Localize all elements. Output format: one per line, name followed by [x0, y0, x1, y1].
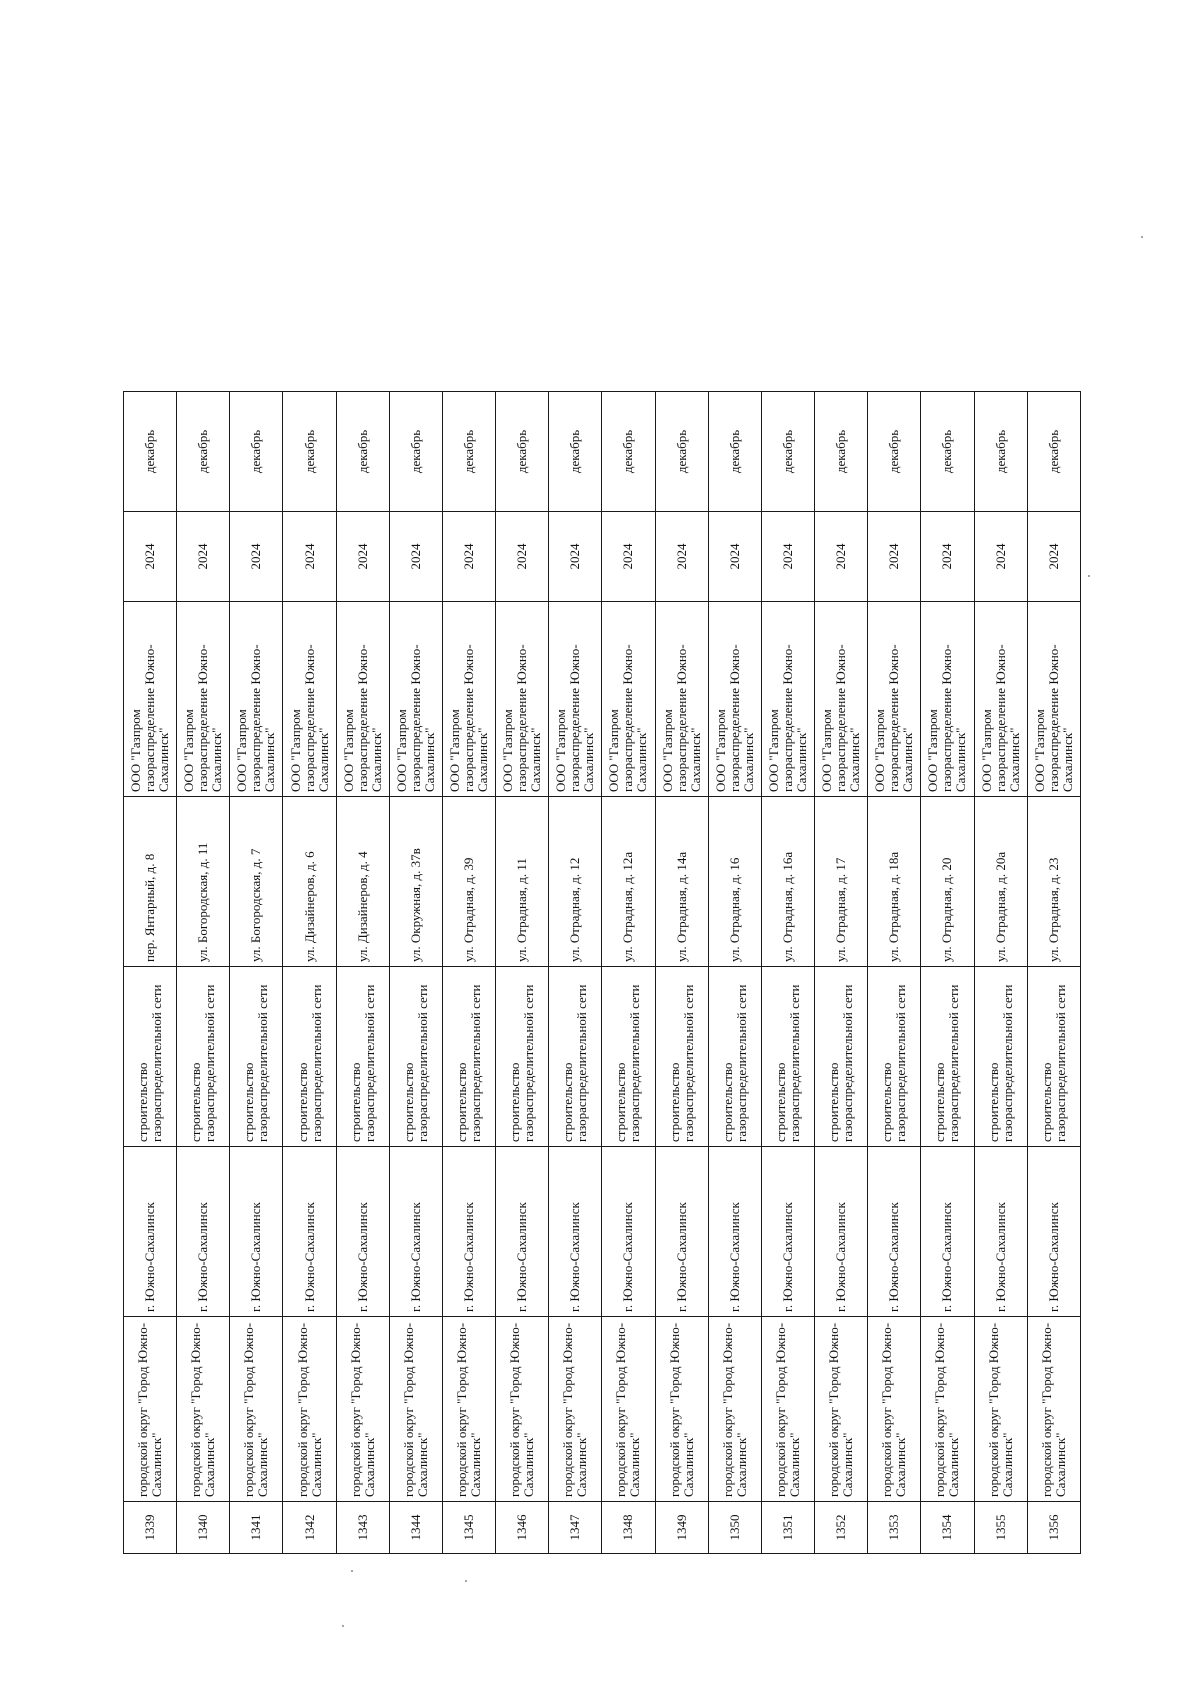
- municipality-cell: городской округ "Город Южно-Сахалинск": [283, 1317, 336, 1502]
- municipality-cell: городской округ "Город Южно-Сахалинск": [549, 1317, 602, 1502]
- organization-cell: ООО "Газпром газораспределение Южно-Сахалинск": [868, 602, 921, 797]
- municipality-cell: городской округ "Город Южно-Сахалинск": [655, 1317, 708, 1502]
- year-cell: 2024: [815, 512, 868, 602]
- row-number: 1339: [124, 1502, 177, 1554]
- address-cell: ул. Отрадная, д. 12: [549, 797, 602, 967]
- city-cell: г. Южно-Сахалинск: [761, 1147, 814, 1317]
- address-cell: ул. Окружная, д. 37в: [389, 797, 442, 967]
- rotated-table-container: [123, 392, 1081, 1554]
- table-row: [442, 392, 495, 1554]
- row-number: 1340: [177, 1502, 230, 1554]
- work-type-cell: строительство газораспределительной сети: [496, 967, 549, 1147]
- month-cell: декабрь: [230, 392, 283, 512]
- city-cell: г. Южно-Сахалинск: [496, 1147, 549, 1317]
- city-cell: г. Южно-Сахалинск: [974, 1147, 1027, 1317]
- scan-speck: [1088, 575, 1090, 577]
- table-row: [602, 392, 655, 1554]
- table-row: [496, 392, 549, 1554]
- table-row: [974, 392, 1027, 1554]
- year-cell: 2024: [442, 512, 495, 602]
- city-cell: г. Южно-Сахалинск: [230, 1147, 283, 1317]
- work-type-cell: строительство газораспределительной сети: [868, 967, 921, 1147]
- row-number: 1342: [283, 1502, 336, 1554]
- work-type-cell: строительство газораспределительной сети: [655, 967, 708, 1147]
- row-number: 1356: [1027, 1502, 1080, 1554]
- city-cell: г. Южно-Сахалинск: [1027, 1147, 1080, 1317]
- work-type-cell: строительство газораспределительной сети: [602, 967, 655, 1147]
- row-number: 1349: [655, 1502, 708, 1554]
- year-cell: 2024: [177, 512, 230, 602]
- work-type-cell: строительство газораспределительной сети: [708, 967, 761, 1147]
- city-cell: г. Южно-Сахалинск: [283, 1147, 336, 1317]
- municipality-cell: городской округ "Город Южно-Сахалинск": [815, 1317, 868, 1502]
- municipality-cell: городской округ "Город Южно-Сахалинск": [496, 1317, 549, 1502]
- table-row: [389, 392, 442, 1554]
- row-number: 1344: [389, 1502, 442, 1554]
- month-cell: декабрь: [868, 392, 921, 512]
- municipality-cell: городской округ "Город Южно-Сахалинск": [177, 1317, 230, 1502]
- city-cell: г. Южно-Сахалинск: [177, 1147, 230, 1317]
- row-number: 1341: [230, 1502, 283, 1554]
- month-cell: декабрь: [708, 392, 761, 512]
- year-cell: 2024: [283, 512, 336, 602]
- year-cell: 2024: [602, 512, 655, 602]
- month-cell: декабрь: [974, 392, 1027, 512]
- address-cell: пер. Янтарный, д. 8: [124, 797, 177, 967]
- work-type-cell: строительство газораспределительной сети: [761, 967, 814, 1147]
- year-cell: 2024: [1027, 512, 1080, 602]
- month-cell: декабрь: [921, 392, 974, 512]
- table-row: [655, 392, 708, 1554]
- city-cell: г. Южно-Сахалинск: [921, 1147, 974, 1317]
- scan-speck: [1141, 236, 1143, 238]
- organization-cell: ООО "Газпром газораспределение Южно-Сахалинск": [708, 602, 761, 797]
- city-cell: г. Южно-Сахалинск: [336, 1147, 389, 1317]
- month-cell: декабрь: [283, 392, 336, 512]
- organization-cell: ООО "Газпром газораспределение Южно-Сахалинск": [230, 602, 283, 797]
- organization-cell: ООО "Газпром газораспределение Южно-Сахалинск": [549, 602, 602, 797]
- gas-network-register-table: [123, 391, 1081, 1554]
- scan-speck: [351, 1570, 353, 1572]
- organization-cell: ООО "Газпром газораспределение Южно-Сахалинск": [815, 602, 868, 797]
- year-cell: 2024: [389, 512, 442, 602]
- address-cell: ул. Отрадная, д. 20а: [974, 797, 1027, 967]
- row-number: 1353: [868, 1502, 921, 1554]
- row-number: 1346: [496, 1502, 549, 1554]
- work-type-cell: строительство газораспределительной сети: [974, 967, 1027, 1147]
- organization-cell: ООО "Газпром газораспределение Южно-Сахалинск": [974, 602, 1027, 797]
- row-number: 1355: [974, 1502, 1027, 1554]
- organization-cell: ООО "Газпром газораспределение Южно-Сахалинск": [124, 602, 177, 797]
- organization-cell: ООО "Газпром газораспределение Южно-Сахалинск": [389, 602, 442, 797]
- municipality-cell: городской округ "Город Южно-Сахалинск": [442, 1317, 495, 1502]
- year-cell: 2024: [708, 512, 761, 602]
- address-cell: ул. Отрадная, д. 14а: [655, 797, 708, 967]
- city-cell: г. Южно-Сахалинск: [389, 1147, 442, 1317]
- address-cell: ул. Дизайнеров, д. 6: [283, 797, 336, 967]
- city-cell: г. Южно-Сахалинск: [868, 1147, 921, 1317]
- organization-cell: ООО "Газпром газораспределение Южно-Сахалинск": [602, 602, 655, 797]
- work-type-cell: строительство газораспределительной сети: [124, 967, 177, 1147]
- month-cell: декабрь: [1027, 392, 1080, 512]
- address-cell: ул. Богородская, д. 7: [230, 797, 283, 967]
- city-cell: г. Южно-Сахалинск: [708, 1147, 761, 1317]
- month-cell: декабрь: [602, 392, 655, 512]
- work-type-cell: строительство газораспределительной сети: [442, 967, 495, 1147]
- municipality-cell: городской округ "Город Южно-Сахалинск": [336, 1317, 389, 1502]
- city-cell: г. Южно-Сахалинск: [815, 1147, 868, 1317]
- address-cell: ул. Отрадная, д. 18а: [868, 797, 921, 967]
- table-row: [230, 392, 283, 1554]
- organization-cell: ООО "Газпром газораспределение Южно-Сахалинск": [761, 602, 814, 797]
- municipality-cell: городской округ "Город Южно-Сахалинск": [602, 1317, 655, 1502]
- organization-cell: ООО "Газпром газораспределение Южно-Сахалинск": [177, 602, 230, 797]
- month-cell: декабрь: [549, 392, 602, 512]
- table-row: [815, 392, 868, 1554]
- row-number: 1351: [761, 1502, 814, 1554]
- table-row: [868, 392, 921, 1554]
- work-type-cell: строительство газораспределительной сети: [283, 967, 336, 1147]
- work-type-cell: строительство газораспределительной сети: [815, 967, 868, 1147]
- work-type-cell: строительство газораспределительной сети: [230, 967, 283, 1147]
- year-cell: 2024: [868, 512, 921, 602]
- address-cell: ул. Отрадная, д. 16: [708, 797, 761, 967]
- year-cell: 2024: [124, 512, 177, 602]
- city-cell: г. Южно-Сахалинск: [549, 1147, 602, 1317]
- work-type-cell: строительство газораспределительной сети: [177, 967, 230, 1147]
- month-cell: декабрь: [761, 392, 814, 512]
- month-cell: декабрь: [336, 392, 389, 512]
- table-row: [708, 392, 761, 1554]
- row-number: 1352: [815, 1502, 868, 1554]
- address-cell: ул. Отрадная, д. 23: [1027, 797, 1080, 967]
- organization-cell: ООО "Газпром газораспределение Южно-Сахалинск": [496, 602, 549, 797]
- work-type-cell: строительство газораспределительной сети: [921, 967, 974, 1147]
- month-cell: декабрь: [124, 392, 177, 512]
- year-cell: 2024: [496, 512, 549, 602]
- month-cell: декабрь: [442, 392, 495, 512]
- work-type-cell: строительство газораспределительной сети: [549, 967, 602, 1147]
- table-row: [921, 392, 974, 1554]
- address-cell: ул. Отрадная, д. 20: [921, 797, 974, 967]
- address-cell: ул. Отрадная, д. 12а: [602, 797, 655, 967]
- organization-cell: ООО "Газпром газораспределение Южно-Сахалинск": [442, 602, 495, 797]
- year-cell: 2024: [336, 512, 389, 602]
- month-cell: декабрь: [655, 392, 708, 512]
- year-cell: 2024: [655, 512, 708, 602]
- month-cell: декабрь: [815, 392, 868, 512]
- municipality-cell: городской округ "Город Южно-Сахалинск": [1027, 1317, 1080, 1502]
- municipality-cell: городской округ "Город Южно-Сахалинск": [761, 1317, 814, 1502]
- row-number: 1350: [708, 1502, 761, 1554]
- municipality-cell: городской округ "Город Южно-Сахалинск": [124, 1317, 177, 1502]
- year-cell: 2024: [921, 512, 974, 602]
- organization-cell: ООО "Газпром газораспределение Южно-Сахалинск": [336, 602, 389, 797]
- municipality-cell: городской округ "Город Южно-Сахалинск": [974, 1317, 1027, 1502]
- address-cell: ул. Дизайнеров, д. 4: [336, 797, 389, 967]
- work-type-cell: строительство газораспределительной сети: [1027, 967, 1080, 1147]
- table-row: [336, 392, 389, 1554]
- month-cell: декабрь: [496, 392, 549, 512]
- row-number: 1348: [602, 1502, 655, 1554]
- organization-cell: ООО "Газпром газораспределение Южно-Сахалинск": [283, 602, 336, 797]
- month-cell: декабрь: [177, 392, 230, 512]
- month-cell: декабрь: [389, 392, 442, 512]
- table-row: [283, 392, 336, 1554]
- table-body: [124, 392, 1081, 1554]
- year-cell: 2024: [974, 512, 1027, 602]
- address-cell: ул. Отрадная, д. 39: [442, 797, 495, 967]
- municipality-cell: городской округ "Город Южно-Сахалинск": [868, 1317, 921, 1502]
- municipality-cell: городской округ "Город Южно-Сахалинск": [389, 1317, 442, 1502]
- table-row: [761, 392, 814, 1554]
- organization-cell: ООО "Газпром газораспределение Южно-Сахалинск": [655, 602, 708, 797]
- table-row: [177, 392, 230, 1554]
- municipality-cell: городской округ "Город Южно-Сахалинск": [708, 1317, 761, 1502]
- row-number: 1343: [336, 1502, 389, 1554]
- scan-speck: [342, 1625, 344, 1627]
- address-cell: ул. Богородская, д. 11: [177, 797, 230, 967]
- municipality-cell: городской округ "Город Южно-Сахалинск": [921, 1317, 974, 1502]
- table-row: [1027, 392, 1080, 1554]
- organization-cell: ООО "Газпром газораспределение Южно-Сахалинск": [921, 602, 974, 797]
- address-cell: ул. Отрадная, д. 16а: [761, 797, 814, 967]
- work-type-cell: строительство газораспределительной сети: [336, 967, 389, 1147]
- city-cell: г. Южно-Сахалинск: [655, 1147, 708, 1317]
- year-cell: 2024: [761, 512, 814, 602]
- city-cell: г. Южно-Сахалинск: [442, 1147, 495, 1317]
- year-cell: 2024: [230, 512, 283, 602]
- row-number: 1345: [442, 1502, 495, 1554]
- row-number: 1354: [921, 1502, 974, 1554]
- municipality-cell: городской округ "Город Южно-Сахалинск": [230, 1317, 283, 1502]
- table-row: [549, 392, 602, 1554]
- city-cell: г. Южно-Сахалинск: [124, 1147, 177, 1317]
- table-row: [124, 392, 177, 1554]
- year-cell: 2024: [549, 512, 602, 602]
- address-cell: ул. Отрадная, д. 17: [815, 797, 868, 967]
- organization-cell: ООО "Газпром газораспределение Южно-Сахалинск": [1027, 602, 1080, 797]
- scan-speck: [465, 1580, 467, 1582]
- address-cell: ул. Отрадная, д. 11: [496, 797, 549, 967]
- work-type-cell: строительство газораспределительной сети: [389, 967, 442, 1147]
- city-cell: г. Южно-Сахалинск: [602, 1147, 655, 1317]
- row-number: 1347: [549, 1502, 602, 1554]
